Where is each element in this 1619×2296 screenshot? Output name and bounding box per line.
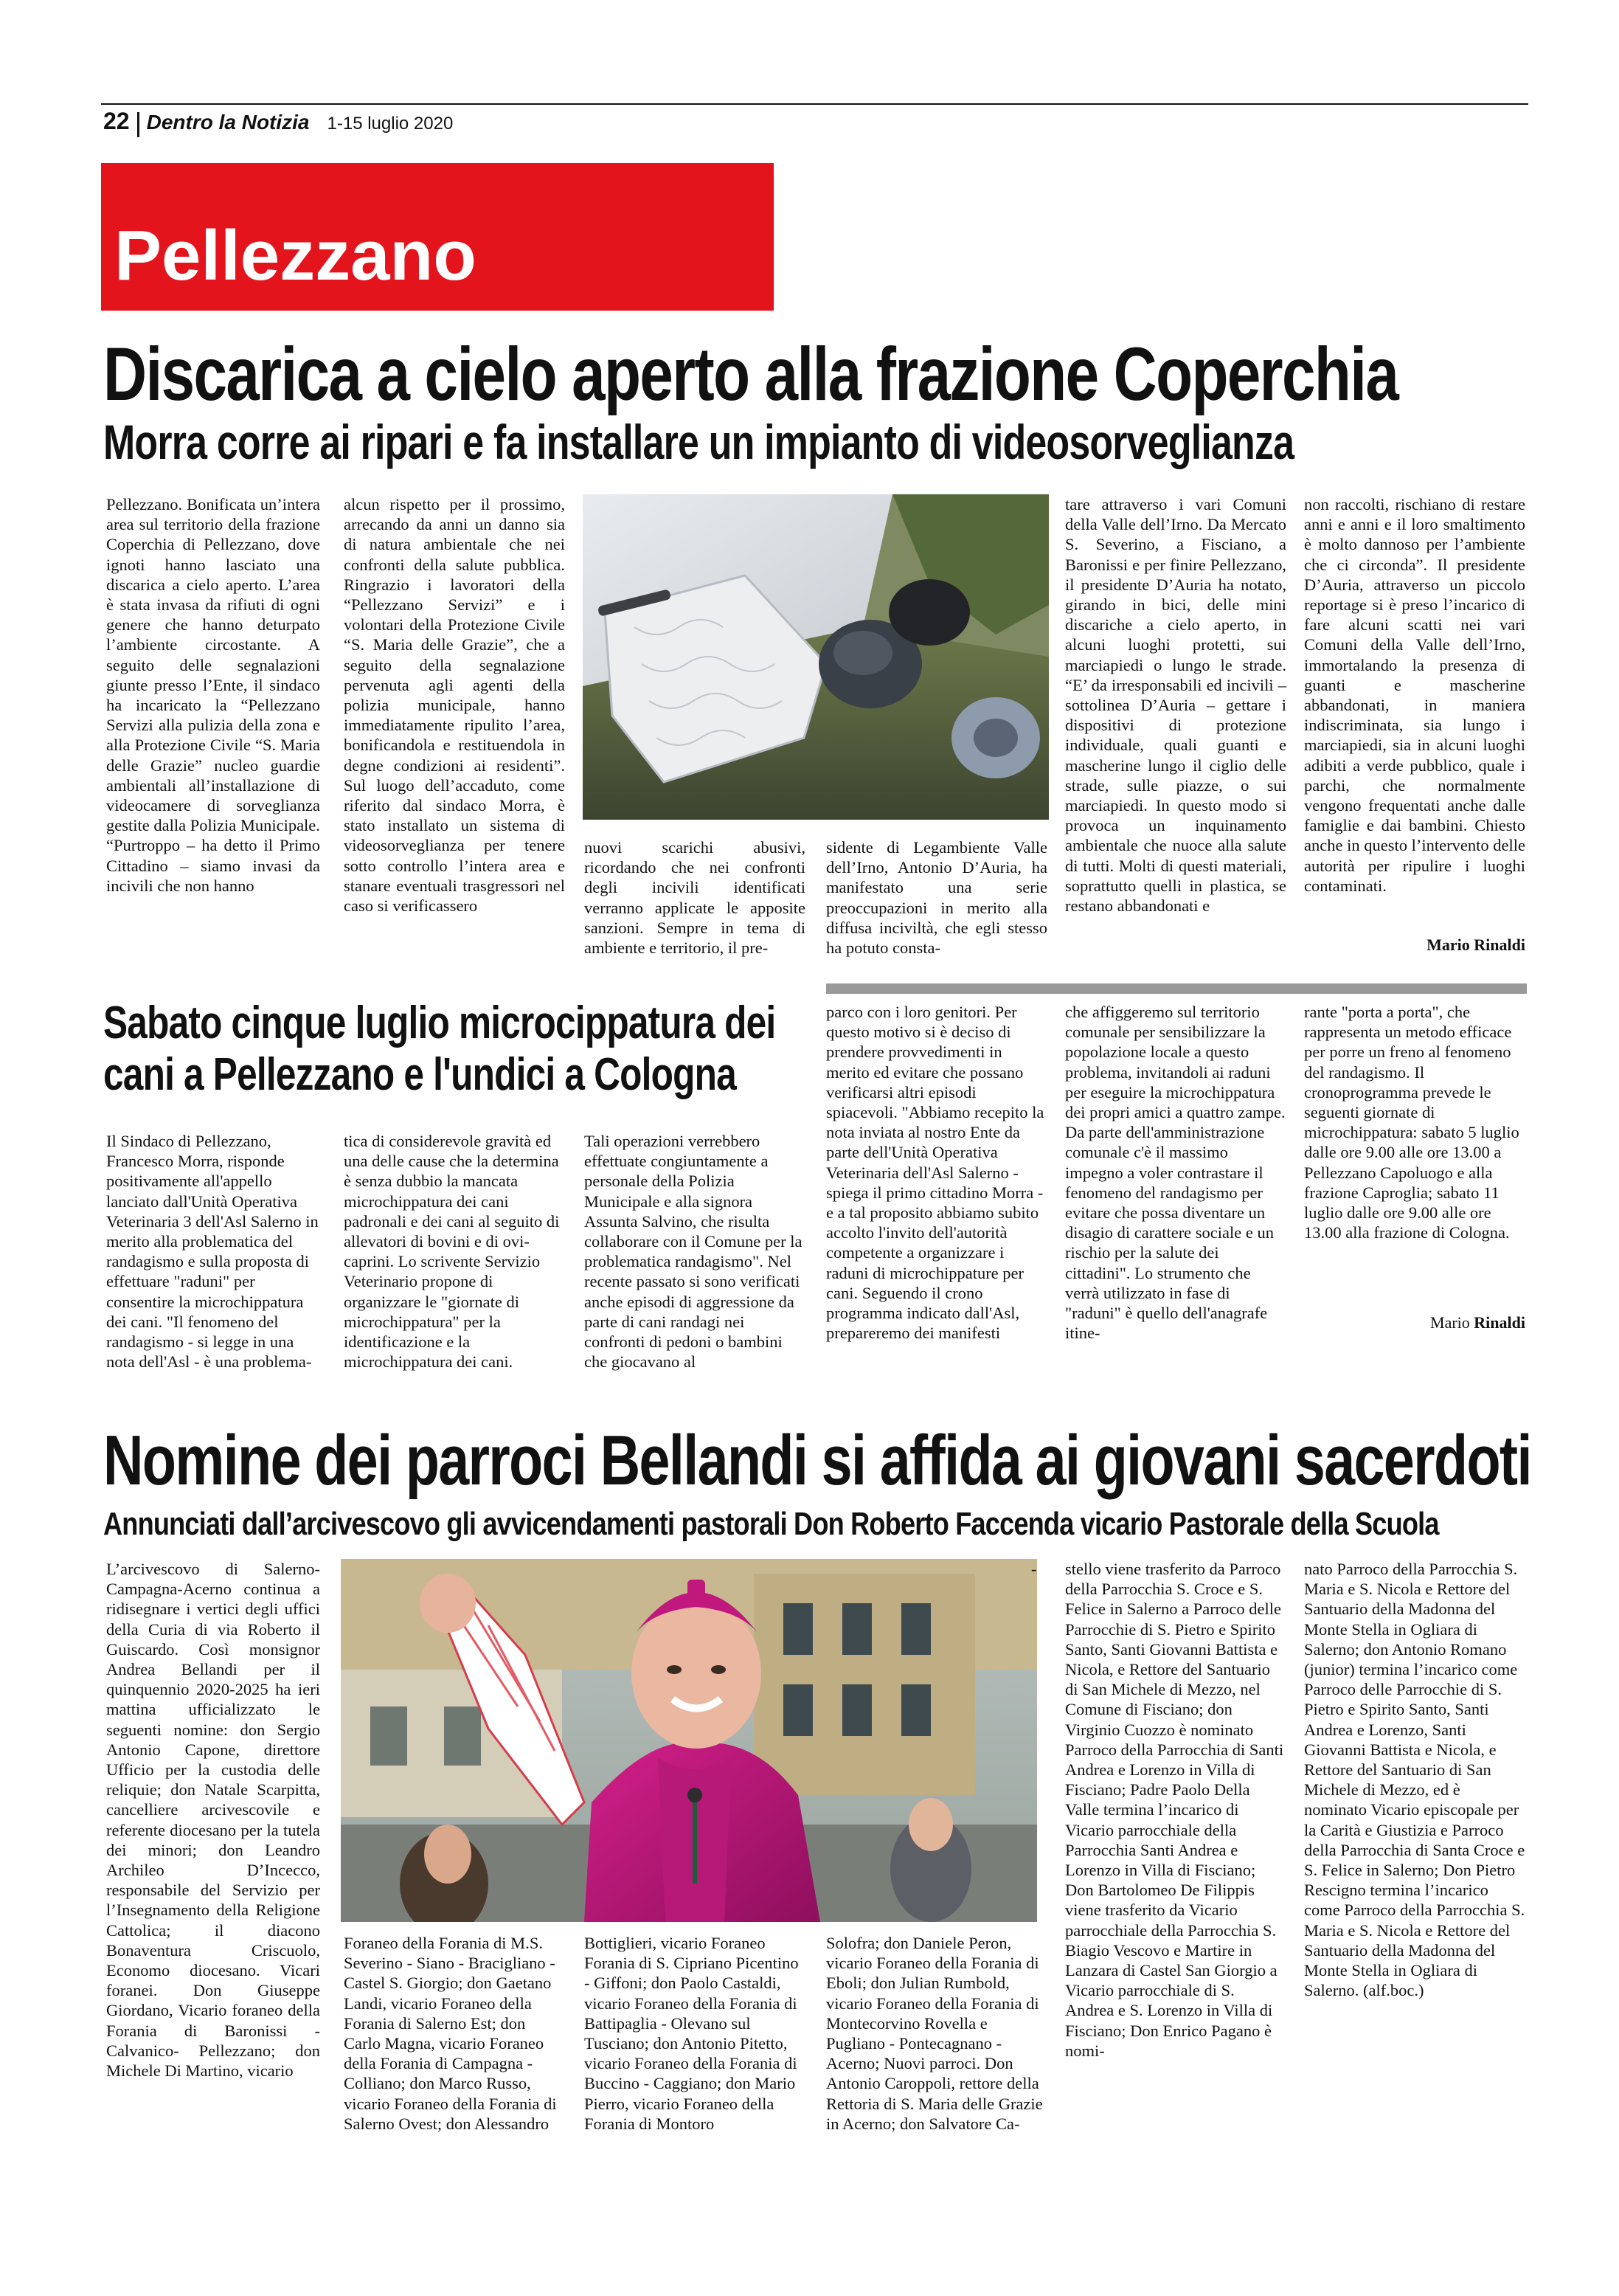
article2-author-first: Mario <box>1430 1313 1470 1332</box>
article3-col2: Foraneo della Forania di M.S. Severino - Siano - Bracigliano - Castel S. Giorgio; don Gaetano Landi, vicario Foraneo della Forania di Salerno Est; don Carlo Magna, vicario Foraneo della Forania di Campagna - Colliano; don Marco Russo, vicario Foraneo della Forania di Salerno Ovest; don Alessandro <box>344 1934 557 2133</box>
article1-para: “Purtroppo – ha detto il Primo Cittadino – siamo invasi da incivili che non hanno <box>106 836 320 895</box>
article2-col2: tica di considerevole gravità ed una delle cause che la determina è senza dubbio la mancata microchippatura dei cani padronali e dei cani al seguito di allevatori di bovini e di ovi-caprini. Lo scrivente Servizio Veterinario propone di organizzare le "giornate di microchippatura" per la identificazione e la microchippatura dei cani. <box>344 1132 560 1372</box>
page-header <box>103 108 453 142</box>
section-divider <box>826 983 1527 994</box>
article2-col6: rante "porta a porta", che rappresenta un metodo efficace per porre un freno al fenomeno del randagismo. Il cronoprogramma prevede le seguenti giornate di microchippatura: sabato 5 luglio dalle ore 9.00 alle ore 13.00 a Pellezzano Capoluogo e alla frazione Caproglia; sabato 11 luglio dalle ore 9.00 alle ore 13.00 alla frazione di Cologna. <box>1304 1003 1519 1242</box>
article2-col4: parco con i loro genitori. Per questo motivo si è deciso di prendere provvedimenti in merito ed evitare che possano verificarsi altri episodi spiacevoli. "Abbiamo recepito la nota inviata al nostro Ente da parte dell'Unità Operativa Veterinaria dell'Asl Salerno - spiega il primo cittadino Morra - e a tal proposito abbiamo subito accolto l'invito dell'autorità competente a organizzare i raduni di microchippature per cani. Seguendo il crono programma indicato dall'Asl, prepareremo dei manifesti <box>826 1003 1044 1343</box>
article2-title-line2: cani a Pellezzano e l'undici a Cologna <box>103 1049 736 1100</box>
photo-dumped-mattress-image <box>583 494 1049 820</box>
article1-col4: sidente di Legambiente Valle dell’Irno, Antonio D’Auria, ha manifestato una serie preoccupazioni in merito alla diffusa inciviltà, che egli stesso ha potuto consta- <box>826 838 1047 958</box>
article1-para: Pellezzano. Bonificata un’intera area sul territorio della frazione Coperchia di Pellezzano, dove ignoti hanno lasciato una discarica a cielo aperto. L’area è stata invasa da rifiuti di ogni genere che hanno deturpato l’ambiente circostante. A seguito delle segnalazioni giunte presso l’Ente, il sindaco ha incaricato la “Pellezzano Servizi alla pulizia della zona e alla Protezione Civile “S. Maria delle Grazie” nucleo guardie ambientali all’installazione di videocamere di sorveglianza gestite dalla Polizia Municipale. <box>106 495 320 835</box>
article2-author <box>1304 1313 1525 1332</box>
section-banner <box>101 163 774 311</box>
article3-subtitle: Annunciati dall’arcivescovo gli avvicendamenti pastorali Don Roberto Faccenda vicario Pastorale della Scuola <box>103 1506 1439 1542</box>
article1-author: Mario Rinaldi <box>1426 936 1525 954</box>
header-rule <box>101 103 1528 105</box>
article3-col1: L’arcivescovo di Salerno-Campagna-Acerno continua a ridisegnare i vertici degli uffici della Curia di via Roberto il Guiscardo. Così monsignor Andrea Bellandi per il quinquennio 2020-2025 ha ieri mattina ufficializzato le seguenti nomine: don Sergio Antonio Capone, direttore Ufficio per la custodia delle reliquie; don Natale Scarpitta, cancelliere arcivescovile e referente diocesano per la tutela dei minori; don Leandro Archileo D’Incecco, responsabile del Servizio per l’Insegnamento della Religione Cattolica; il diacono Bonaventura Criscuolo, Economo diocesano. Vicari foranei. Don Giuseppe Giordano, Vicario foraneo della Forania di Baronissi - Calvanico- Pellezzano; don Michele Di Martino, vicario <box>106 1560 320 2081</box>
article2-author-last: Rinaldi <box>1474 1313 1525 1332</box>
article3-col4: Solofra; don Daniele Peron, vicario Foraneo della Forania di Eboli; don Julian Rumbold, vicario Foraneo della Forania di Montecorvino Rovella e Pugliano - Pontecagnano - Acerno; Nuovi parroci. Don Antonio Caroppoli, rettore della Rettoria di S. Maria delle Grazie in Acerno; don Salvatore Ca- <box>826 1934 1043 2133</box>
photo-archbishop-image <box>341 1559 1037 1922</box>
article3-col5: stello viene trasferito da Parroco della Parrocchia S. Croce e S. Felice in Salerno a Parroco delle Parrocchie di S. Pietro e Spirito Santo, Santi Giovanni Battista e Nicola, e Rettore del Santuario di San Michele di Mezzo, nel Comune di Fisciano; don Virginio Cuozzo è nominato Parroco della Parrocchia di Santi Andrea e Lorenzo in Villa di Fisciano; Padre Paolo Della Valle termina l’incarico di Vicario parrocchiale della Parrocchia Santi Andrea e Lorenzo in Villa di Fisciano; Don Bartolomeo De Filippis viene trasferito da Vicario parrocchiale della Parrocchia S. Biagio Vescovo e Martire in Lanzara di Castel San Giorgio a Vicario parrocchiale di S. Andrea e S. Lorenzo in Villa di Fisciano; Don Enrico Pagano è nomi- <box>1065 1560 1284 2060</box>
article2-col3: Tali operazioni verrebbero effettuate congiuntamente a personale della Polizia Municipale e alla signora Assunta Salvino, che risulta collaborare con il Comune per la problematica randagismo". Nel recente passato si sono verificati anche episodi di aggressione da parte di cani randagi nei confronti di pedoni o bambini che giocavano al <box>584 1132 802 1372</box>
column-dash: - <box>1031 1560 1037 1578</box>
article1-col2: alcun rispetto per il prossimo, arrecando da anni un danno sia di natura ambientale che nei confronti della salute pubblica. Ringrazio i lavoratori della “Pellezzano Servizi” e i volontari della Protezione Civile “S. Maria delle Grazie”, che a seguito della segnalazione pervenuta agli agenti della polizia municipale, hanno immediatamente ripulito l’area, bonificandola e restituendola in degne condizioni ai residenti”. Sul luogo dell’accaduto, come riferito dal sindaco Morra, è stato installato un sistema di videosorveglianza per tenere sotto controllo l’intera area e stanare eventuali trasgressori nel caso si verificassero <box>344 495 565 916</box>
article1-col1 <box>106 494 320 896</box>
article1-subtitle: Morra corre ai ripari e fa installare un impianto di videosorveglianza <box>103 415 1294 469</box>
issue-date: 1-15 luglio 2020 <box>327 114 454 134</box>
header-separator <box>137 112 139 137</box>
photo-archbishop-bellandi <box>341 1559 1037 1922</box>
article2-col5: che affiggeremo sul territorio comunale per sensibilizzare la popolazione locale a questo problema, invitandoli ai raduni per eseguire la microchippatura dei propri amici a quattro zampe. Da parte dell'amministrazione comunale c'è il massimo impegno a voler contrastare il fenomeno del randagismo per evitare che possa diventare un disagio di carattere sociale e un rischio per la salute dei cittadini". Lo strumento che verrà utilizzato in fase di "raduni" è quello dell'anagrafe itine- <box>1065 1003 1286 1343</box>
article1-col5: tare attraverso i vari Comuni della Valle dell’Irno. Da Mercato S. Severino, a Fisciano, a Baronissi e per finire Pellezzano, il presidente D’Auria ha notato, girando in bici, delle mini discariche a cielo aperto, in alcuni luoghi protetti, sui marciapiedi o lungo le strade. “E’ da irresponsabili ed incivili – sottolinea D’Auria – gettare i dispositivi di protezione individuale, quali guanti e mascherine lungo il ciglio delle strade, sulle piazze, o sui marciapiedi. In questo modo si provoca un inquinamento ambientale che nuoce alla salute di tutti. Molti di questi materiali, soprattutto quelli in plastica, se restano abbandonati e <box>1065 495 1286 916</box>
page-number: 22 <box>103 108 130 134</box>
section-title: Pellezzano <box>114 216 476 295</box>
publication-name: Dentro la Notizia <box>146 111 310 134</box>
article2-title-line1: Sabato cinque luglio microcippatura dei <box>103 997 776 1048</box>
article1-title: Discarica a cielo aperto alla frazione Coperchia <box>103 332 1398 416</box>
article1-col3: nuovi scarichi abusivi, ricordando che nei confronti degli incivili identificati verranno applicate le apposite sanzioni. Sempre in tema di ambiente e territorio, il pre- <box>584 838 805 958</box>
article3-col6: nato Parroco della Parrocchia S. Maria e S. Nicola e Rettore del Santuario della Madonna del Monte Stella in Ogliara di Salerno; don Antonio Romano (junior) termina l’incarico come Parroco delle Parrocchie di S. Pietro e Spirito Santo, Santi Andrea e Lorenzo, Santi Giovanni Battista e Nicola, e Rettore del Santuario di San Michele di Mezzo, ed è nominato Vicario episcopale per la Carità e Giustizia e Parroco della Parrocchia di Santa Croce e S. Felice in Salerno; Don Pietro Rescigno termina l’incarico come Parroco della Parrocchia S. Maria e S. Nicola e Rettore del Santuario della Madonna del Monte Stella in Ogliara di Salerno. (alf.boc.) <box>1304 1560 1525 2000</box>
article2-col1: Il Sindaco di Pellezzano, Francesco Morra, risponde positivamente all'appello lanciato dall'Unità Operativa Veterinaria 3 dell'Asl Salerno in merito alla problematica del randagismo e sulla proposta di effettuare "raduni" per consentire la microchippatura dei cani. "Il fenomeno del randagismo - si legge in una nota dell'Asl - è una problema- <box>106 1132 319 1372</box>
article3-col3: Bottiglieri, vicario Foraneo Forania di S. Cipriano Picentino - Giffoni; don Paolo Castaldi, vicario Foraneo della Forania di Battipaglia - Olevano sul Tusciano; don Antonio Pitetto, vicario Foraneo della Forania di Buccino - Caggiano; don Mario Pierro, vicario Foraneo della Forania di Montoro <box>584 1934 799 2133</box>
article1-col6: non raccolti, rischiano di restare anni e anni e il loro smaltimento è molto dannoso per l’ambiente che ci circonda”. Il presidente D’Auria, attraverso un piccolo reportage si è preso l’incarico di fare alcuni scatti nei vari Comuni della Valle dell’Irno, immortalando la presenza di guanti e mascherine abbandonati, in maniera indiscriminata, sia lungo i marciapiedi, sia in alcuni luoghi adibiti a verde pubblico, quale i parchi, che normalmente vengono frequentati anche dalle famiglie e dai bambini. Chiesto anche in questo l’intervento delle autorità per ripulire i luoghi contaminati. <box>1304 495 1525 895</box>
article3-title: Nomine dei parroci Bellandi si affida ai giovani sacerdoti <box>103 1421 1531 1500</box>
photo-dumped-mattress <box>583 494 1049 820</box>
